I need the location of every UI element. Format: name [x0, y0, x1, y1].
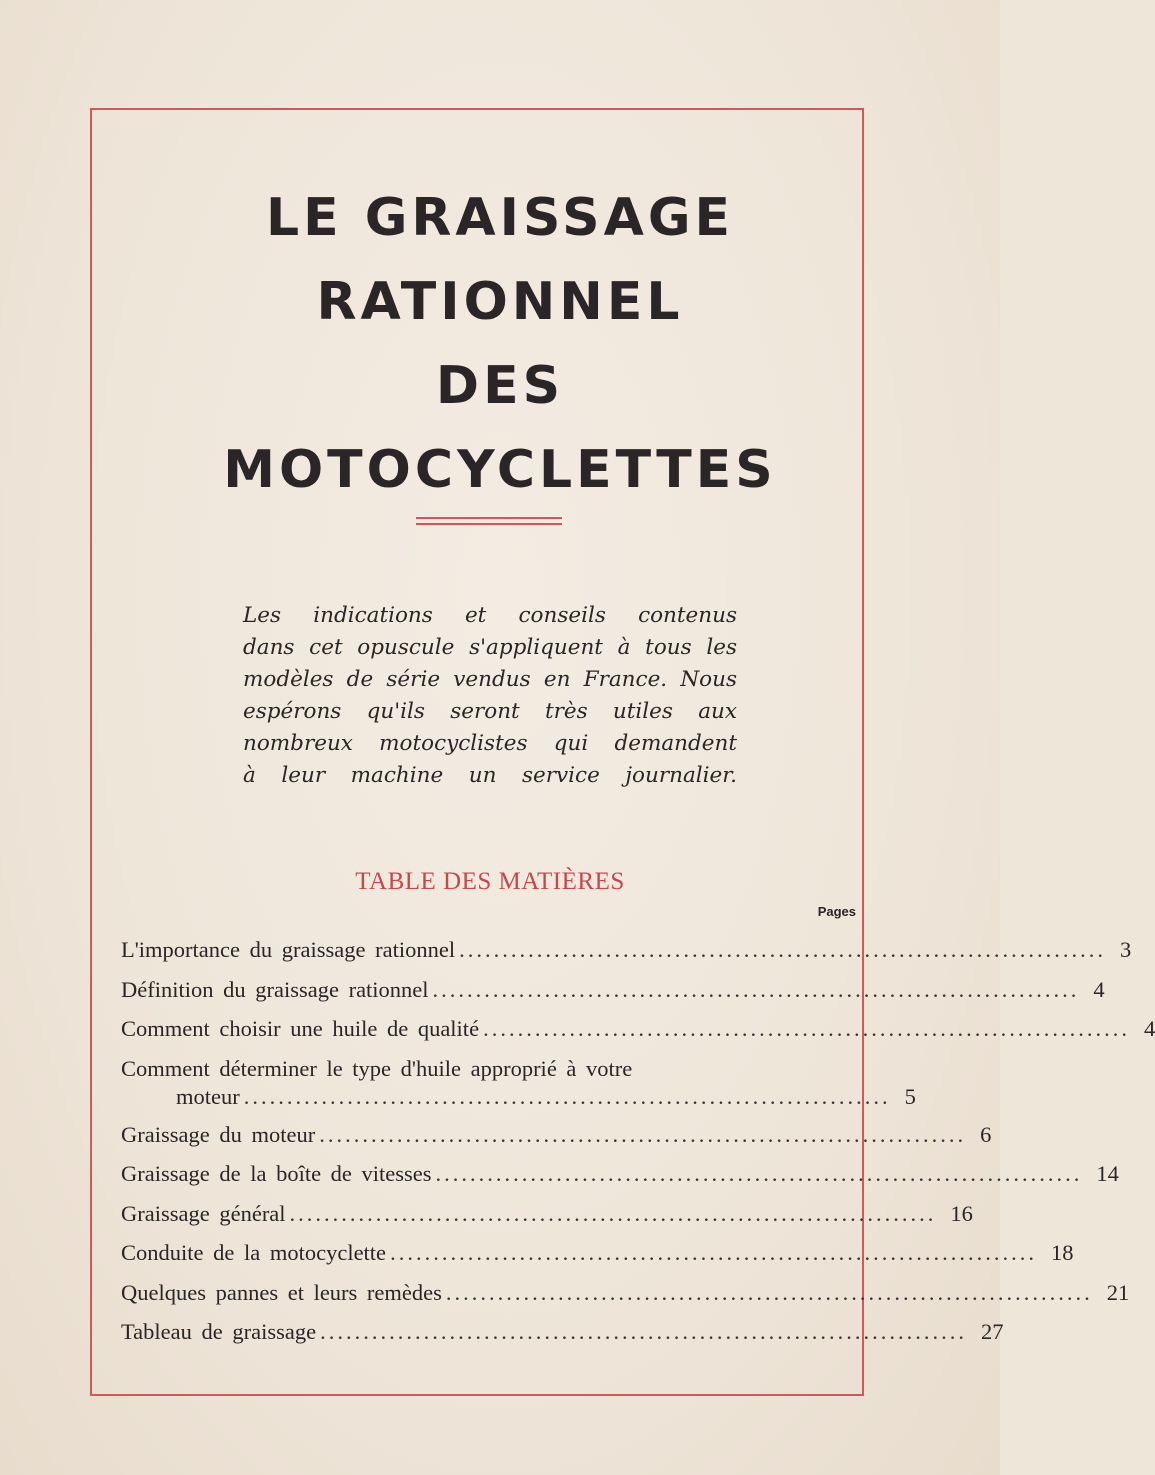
title-line-3: DES [435, 356, 565, 416]
toc-leader-dots: ........................................................................... [319, 1121, 967, 1147]
toc-pages-label: Pages [817, 904, 856, 919]
intro-paragraph [243, 600, 737, 792]
intro-line: Les indications et conseils contenus [243, 603, 737, 628]
toc-entry-continuation [121, 1082, 916, 1112]
toc-entry [121, 1238, 1074, 1278]
table-of-contents [121, 935, 1155, 1357]
toc-entry-page: 5 [904, 1083, 916, 1109]
toc-entry-page: 14 [1096, 1161, 1119, 1186]
intro-line: espérons qu'ils seront très utiles aux [243, 699, 737, 724]
toc-leader-dots: ........................................................................... [243, 1083, 891, 1109]
toc-entry-page: 16 [950, 1200, 973, 1226]
toc-entry [121, 975, 1105, 1015]
toc-entry-page: 3 [1119, 937, 1132, 962]
toc-leader-dots: ........................................................................... [459, 937, 1106, 962]
toc-entry-label: Quelques pannes et leurs remèdes [121, 1279, 442, 1305]
toc-entry [121, 1014, 1155, 1054]
toc-entry-page: 6 [980, 1121, 992, 1147]
toc-entry-label: Graissage général [121, 1200, 286, 1226]
toc-heading: TABLE DES MATIÈRES [355, 868, 625, 895]
toc-entry-page: 27 [980, 1319, 1004, 1344]
toc-entry [121, 1199, 973, 1239]
toc-entry [121, 1054, 916, 1120]
toc-entry-page: 21 [1106, 1279, 1130, 1305]
toc-leader-dots: ........................................................................... [320, 1319, 967, 1344]
toc-entry-label: Définition du graissage rationnel [121, 976, 429, 1002]
toc-entry-page: 4 [1093, 976, 1105, 1002]
toc-entry [121, 1159, 1119, 1199]
toc-leader-dots: ........................................................................... [390, 1240, 1037, 1265]
toc-leader-dots: ........................................................................... [432, 976, 1080, 1002]
toc-entry-label-continued: moteur [176, 1083, 240, 1109]
toc-entry [121, 1278, 1130, 1318]
toc-entry-label: Tableau de graissage [121, 1319, 317, 1344]
title-line-4: MOTOCYCLETTES [223, 440, 777, 500]
toc-leader-dots: ........................................................................... [483, 1016, 1130, 1041]
page-title [0, 176, 1000, 512]
toc-entry-label: Comment déterminer le type d'huile approprié à votre [121, 1055, 633, 1081]
toc-entry-label: Comment choisir une huile de qualité [121, 1016, 480, 1041]
ornament-line-bottom [416, 523, 562, 525]
toc-entry [121, 1317, 1004, 1357]
toc-entry-page: 4 [1143, 1016, 1155, 1041]
title-line-2: RATIONNEL [316, 272, 684, 332]
intro-line: à leur machine un service journalier. [243, 763, 737, 788]
toc-leader-dots: ........................................................................... [289, 1200, 937, 1226]
intro-line: nombreux motocyclistes qui demandent [243, 731, 737, 756]
ornament-line-top [416, 517, 562, 519]
toc-entry [121, 935, 1132, 975]
toc-entry [121, 1120, 992, 1160]
toc-entry-label: L'importance du graissage rationnel [121, 937, 456, 962]
toc-leader-dots: ........................................................................... [445, 1279, 1093, 1305]
title-ornament-divider [416, 517, 562, 529]
toc-entry-label: Graissage de la boîte de vitesses [121, 1161, 432, 1186]
toc-entry-label: Conduite de la motocyclette [121, 1240, 387, 1265]
toc-leader-dots: ........................................................................... [435, 1161, 1083, 1186]
toc-entry-page: 18 [1050, 1240, 1074, 1265]
toc-entry-label: Graissage du moteur [121, 1121, 316, 1147]
intro-line: dans cet opuscule s'appliquent à tous les [243, 635, 737, 660]
title-line-1: LE GRAISSAGE [265, 188, 735, 248]
intro-line: modèles de série vendus en France. Nous [243, 667, 737, 692]
